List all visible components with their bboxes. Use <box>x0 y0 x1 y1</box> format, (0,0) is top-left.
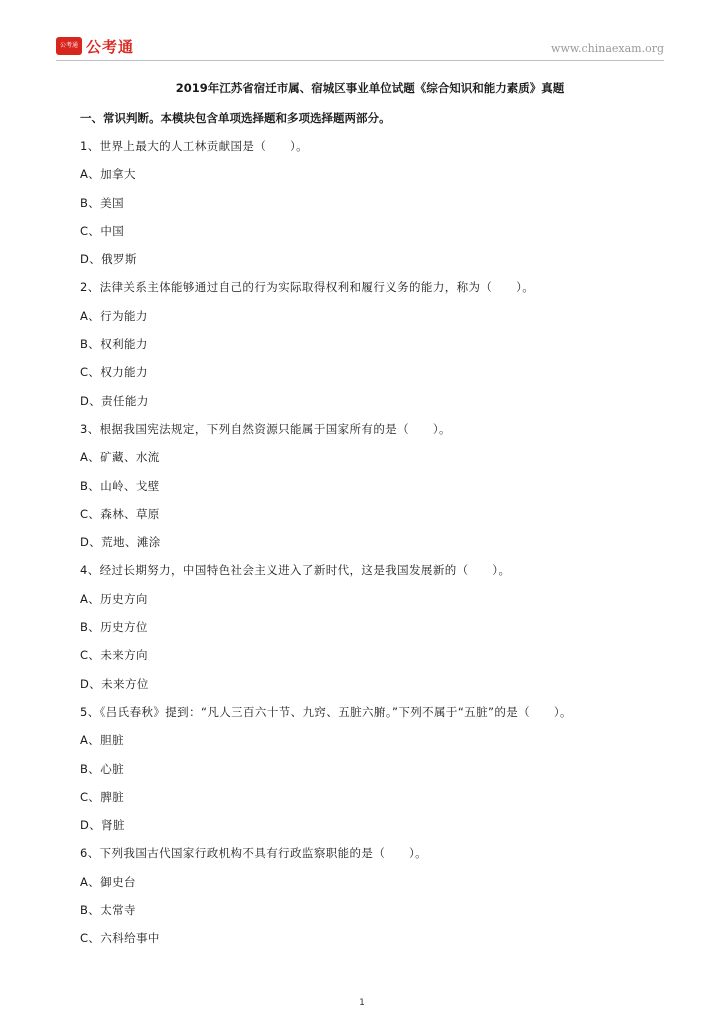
answer-option: D、未来方位 <box>80 676 149 691</box>
answer-option: B、太常寺 <box>80 903 136 918</box>
answer-option: B、权利能力 <box>80 337 148 352</box>
page-number: 1 <box>359 998 365 1008</box>
answer-option: C、中国 <box>80 223 125 238</box>
logo-badge-icon: 公考通 <box>56 37 82 55</box>
question-list <box>80 136 660 948</box>
question-text: 1、世界上最大的人工林贡献国是（ ）。 <box>80 139 309 153</box>
document-body <box>80 78 660 957</box>
answer-option: A、胆脏 <box>80 733 124 748</box>
answer-option: D、俄罗斯 <box>80 252 137 267</box>
question-text: 4、经过长期努力，中国特色社会主义进入了新时代，这是我国发展新的（ ）。 <box>80 563 511 578</box>
answer-option: D、肾脏 <box>80 818 125 833</box>
site-url: www.chinaexam.org <box>551 42 664 55</box>
question-text: 5、《吕氏春秋》提到：“凡人三百六十节、九窍、五脏六腑。”下列不属于“五脏”的是（ ）。 <box>80 704 572 719</box>
answer-option: A、历史方向 <box>80 591 148 606</box>
answer-option: B、山岭、戈壁 <box>80 478 160 493</box>
question-text: 6、下列我国古代国家行政机构不具有行政监察职能的是（ ）。 <box>80 846 428 861</box>
document-title: 2019年江苏省宿迁市属、宿城区事业单位试题《综合知识和能力素质》真题 <box>175 81 565 95</box>
answer-option: B、心脏 <box>80 761 124 776</box>
page-header <box>56 34 664 60</box>
question-text: 2、法律关系主体能够通过自己的行为实际取得权利和履行义务的能力，称为（ ）。 <box>80 280 535 295</box>
question-text: 3、根据我国宪法规定，下列自然资源只能属于国家所有的是（ ）。 <box>80 421 451 436</box>
answer-option: B、历史方位 <box>80 620 148 635</box>
answer-option: A、加拿大 <box>80 167 136 182</box>
header-divider <box>56 60 664 61</box>
section-heading: 一、常识判断。本模块包含单项选择题和多项选择题两部分。 <box>80 111 391 125</box>
logo-text: 公考通 <box>86 37 135 56</box>
answer-option: B、美国 <box>80 195 124 210</box>
answer-option: C、未来方向 <box>80 648 148 663</box>
answer-option: D、责任能力 <box>80 393 149 408</box>
answer-option: C、六科给事中 <box>80 931 160 946</box>
answer-option: D、荒地、滩涂 <box>80 535 161 550</box>
answer-option: A、矿藏、水流 <box>80 450 160 465</box>
answer-option: A、御史台 <box>80 874 136 889</box>
answer-option: C、脾脏 <box>80 789 125 804</box>
answer-option: C、森林、草原 <box>80 506 160 521</box>
answer-option: A、行为能力 <box>80 308 148 323</box>
answer-option: C、权力能力 <box>80 365 148 380</box>
brand-logo <box>56 36 134 56</box>
